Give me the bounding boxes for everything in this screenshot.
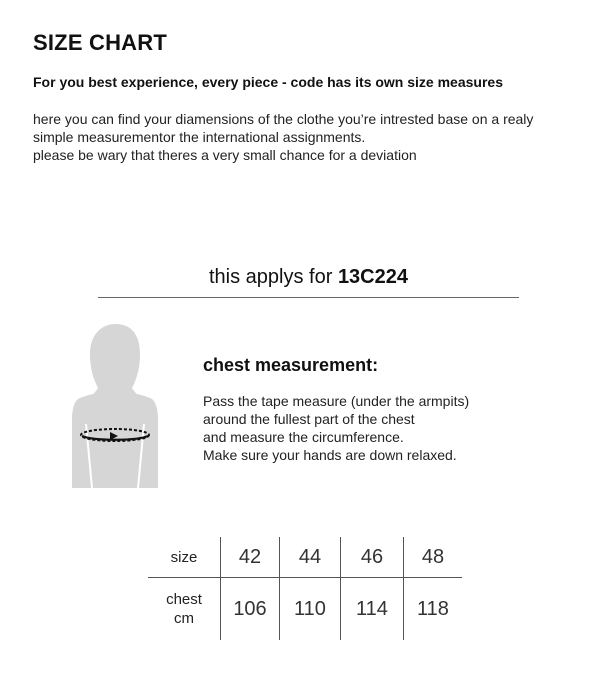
intro-line: here you can find your diamensions of the clothe you’re intrested base on a realy [33,111,534,127]
chest-row-label [148,578,221,641]
chest-cell: 110 [280,578,341,641]
page-title: SIZE CHART [33,30,167,55]
applies-heading [98,266,519,289]
intro-line: please be wary that theres a very small chance for a deviation [33,147,417,163]
size-row-label: size [148,537,221,578]
size-cell: 46 [341,537,404,578]
size-cell: 42 [221,537,280,578]
size-cell: 44 [280,537,341,578]
chest-cell: 118 [417,597,449,620]
torso-shape [72,324,158,488]
applies-prefix: this applys for [208,266,338,288]
instruction-line: and measure the circumference. [203,429,404,445]
intro-text [33,110,578,164]
divider [98,297,519,298]
chest-label-line: chest [166,591,202,608]
size-cell: 48 [404,537,463,578]
chest-cell: 114 [341,578,404,641]
chest-unit-label: cm [174,610,194,627]
chest-measurement-instructions [203,392,469,464]
size-table [148,537,462,640]
size-row [148,537,462,578]
torso-silhouette-icon [60,320,170,492]
instruction-line: Pass the tape measure (under the armpits) [203,393,470,409]
intro-line: simple measurementor the international assignments. [33,129,366,145]
chest-measurement-title: chest measurement: [203,355,379,375]
chest-row [148,578,462,641]
chest-cell: 106 [221,578,280,641]
page-subtitle: For you best experience, every piece - code has its own size measures [33,74,503,90]
instruction-line: around the fullest part of the chest [203,411,415,427]
product-code: 13C224 [337,266,408,288]
instruction-line: Make sure your hands are down relaxed. [203,447,457,463]
